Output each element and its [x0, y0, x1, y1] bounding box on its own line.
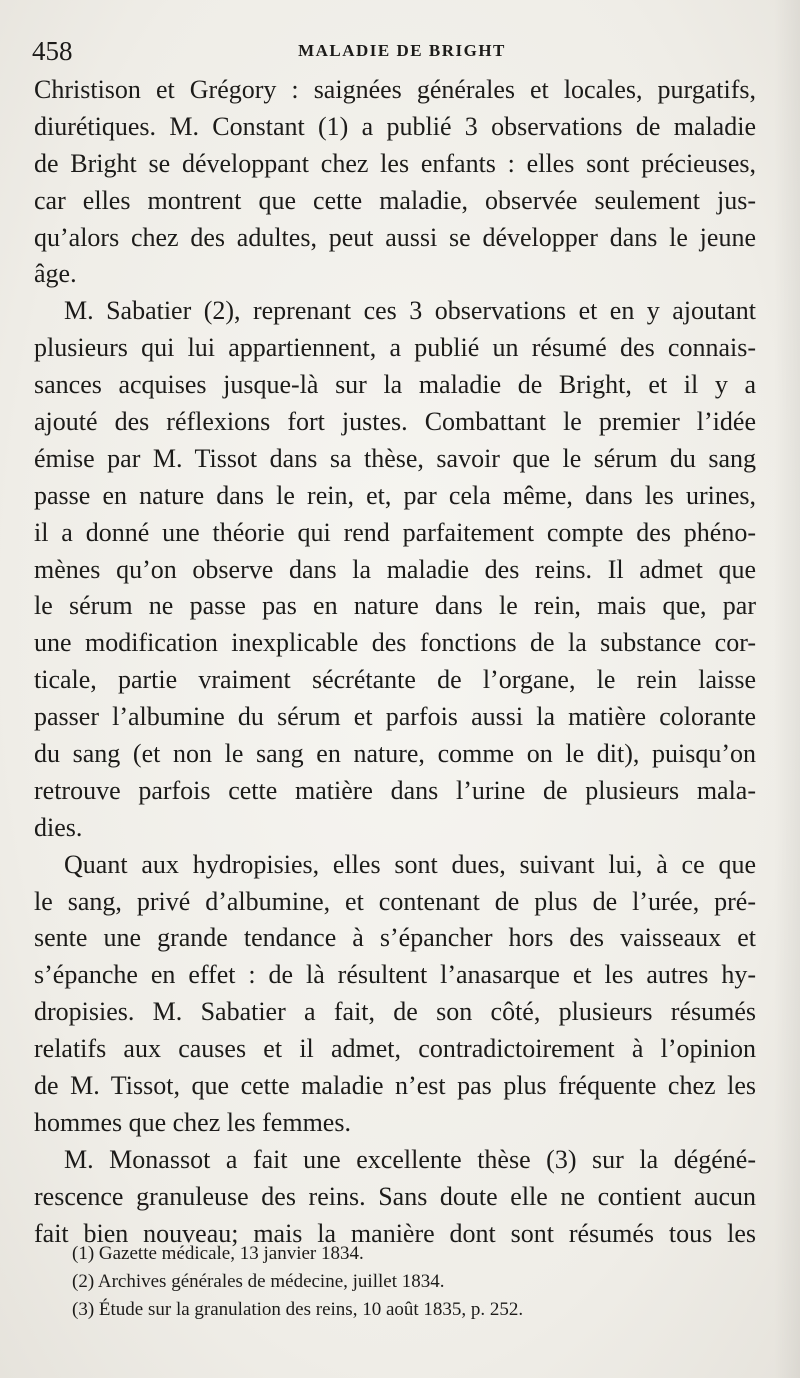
text-line: sances acquises jusque-là sur la maladie de Bright, et il y a: [34, 370, 756, 400]
footnote: (2) Archives générales de médecine, juillet 1834.: [72, 1271, 445, 1292]
text-line: qu’alors chez des adultes, peut aussi se développer dans le jeune: [34, 222, 756, 252]
footnote: (1) Gazette médicale, 13 janvier 1834.: [72, 1243, 364, 1264]
running-head: [32, 36, 772, 66]
running-title: MALADIE DE BRIGHT: [298, 41, 506, 60]
text-line: fait bien nouveau; mais la manière dont sont résumés tous les: [34, 1218, 756, 1248]
footnote: (3) Étude sur la granulation des reins, 10 août 1835, p. 252.: [72, 1299, 524, 1320]
text-line: il a donné une théorie qui rend parfaitement compte des phéno-: [34, 517, 756, 547]
text-line: Quant aux hydropisies, elles sont dues, suivant lui, à ce que: [64, 849, 756, 879]
text-line: le sérum ne passe pas en nature dans le rein, mais que, par: [34, 591, 756, 621]
text-line: émise par M. Tissot dans sa thèse, savoir que le sérum du sang: [34, 443, 756, 473]
text-line: retrouve parfois cette matière dans l’urine de plusieurs mala-: [34, 775, 756, 805]
text-line: plusieurs qui lui appartiennent, a publié un résumé des connais-: [34, 333, 756, 363]
text-line: hommes que chez les femmes.: [34, 1107, 351, 1137]
text-line: dropisies. M. Sabatier a fait, de son côté, plusieurs résumés: [34, 997, 756, 1027]
text-line: de Bright se développant chez les enfants : elles sont précieuses,: [34, 148, 756, 178]
text-line: s’épanche en effet : de là résultent l’anasarque et les autres hy-: [34, 960, 756, 990]
page-number: 458: [32, 36, 73, 66]
text-line: rescence granuleuse des reins. Sans doute elle ne contient aucun: [34, 1181, 756, 1211]
text-line: ajouté des réflexions fort justes. Combattant le premier l’idée: [34, 407, 756, 437]
body-text: [34, 72, 756, 1253]
text-line: passe en nature dans le rein, et, par cela même, dans les urines,: [34, 480, 756, 510]
text-line: âge.: [34, 259, 77, 289]
text-line: sente une grande tendance à s’épancher hors des vaisseaux et: [34, 923, 756, 953]
text-line: Christison et Grégory : saignées générales et locales, purgatifs,: [34, 75, 756, 104]
text-line: ticale, partie vraiment sécrétante de l’organe, le rein laisse: [34, 665, 756, 695]
text-line: de M. Tissot, que cette maladie n’est pas plus fréquente chez les: [34, 1071, 756, 1101]
text-line: relatifs aux causes et il admet, contradictoirement à l’opinion: [34, 1034, 756, 1064]
text-line: M. Sabatier (2), reprenant ces 3 observations et en y ajoutant: [64, 296, 756, 326]
text-line: une modification inexplicable des fonctions de la substance cor-: [34, 628, 756, 658]
text-line: diurétiques. M. Constant (1) a publié 3 observations de maladie: [34, 111, 756, 141]
page-edge-shadow: [774, 0, 800, 1378]
text-line: passer l’albumine du sérum et parfois aussi la matière colorante: [34, 702, 756, 732]
text-line: le sang, privé d’albumine, et contenant de plus de l’urée, pré-: [34, 886, 756, 916]
footnotes: [72, 1240, 762, 1324]
text-line: M. Monassot a fait une excellente thèse (3) sur la dégéné-: [64, 1144, 756, 1174]
text-line: dies.: [34, 812, 83, 842]
text-line: mènes qu’on observe dans la maladie des reins. Il admet que: [34, 554, 756, 584]
text-line: du sang (et non le sang en nature, comme on le dit), puisqu’on: [34, 739, 756, 769]
text-line: car elles montrent que cette maladie, observée seulement jus-: [34, 185, 756, 215]
